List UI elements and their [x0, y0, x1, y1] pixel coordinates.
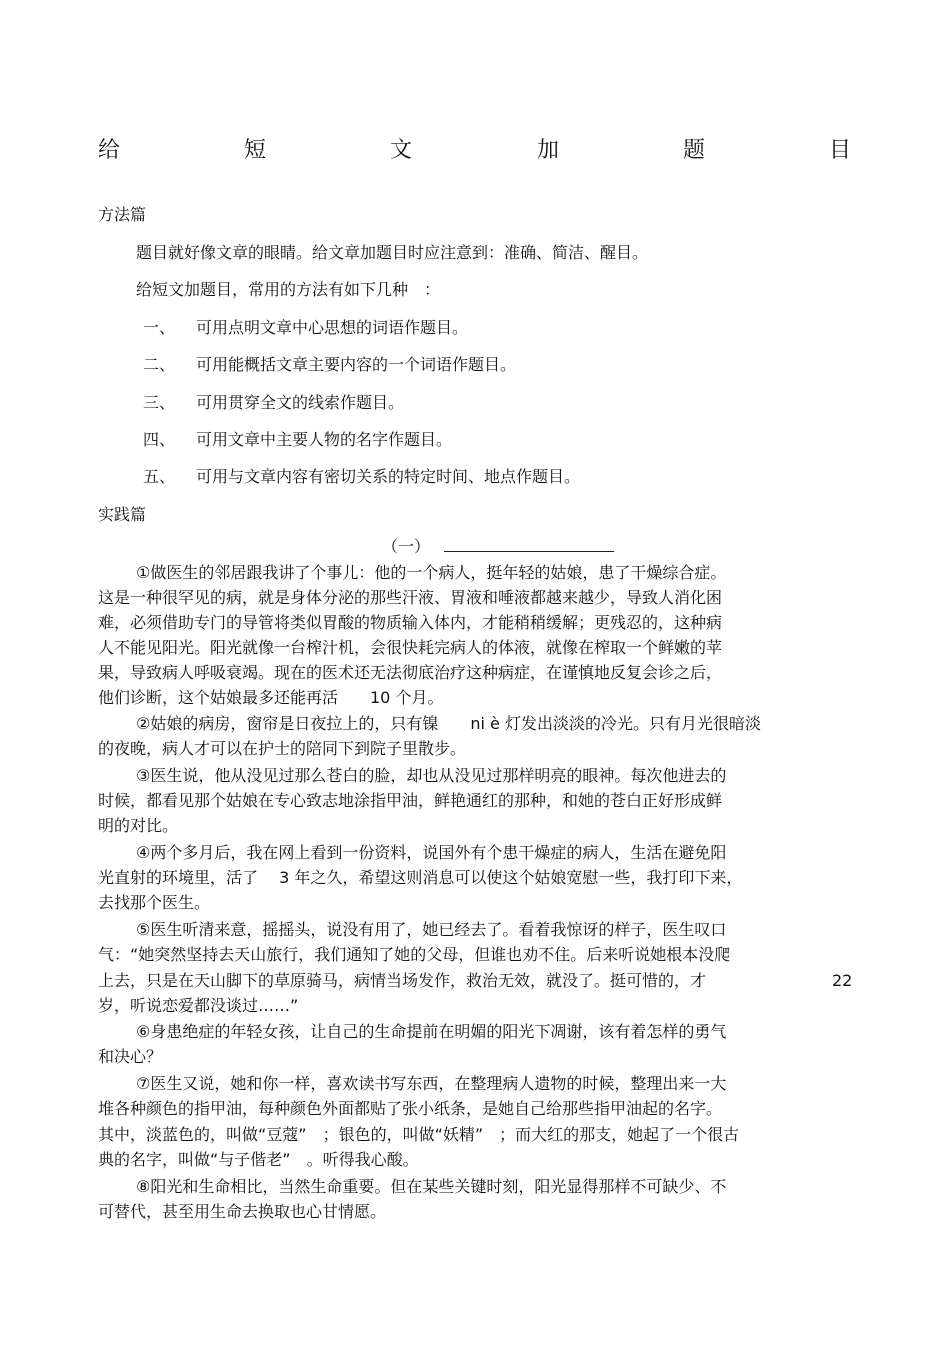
- title-answer-blank[interactable]: [444, 537, 614, 552]
- exercise-label: （一）: [382, 537, 431, 556]
- passage-line: 上去，只是在天山脚下的草原骑马，病情当场发作，救治无效，就没了。挺可惜的，才: [98, 971, 707, 990]
- passage-line: 这是一种很罕见的病，就是身体分泌的那些汗液、胃液和唾液都越来越少，导致人消化困: [98, 588, 723, 607]
- passage-line: ②姑娘的病房，窗帘是日夜拉上的，只有镍 ni è 灯发出淡淡的冷光。只有月光很暗淡: [136, 714, 761, 733]
- passage-line: ④两个多月后，我在网上看到一份资料，说国外有个患干燥症的病人，生活在避免阳: [136, 843, 727, 862]
- age-number: 22: [832, 971, 853, 990]
- passage-line: 去找那个医生。: [98, 893, 211, 912]
- title-char: 加: [537, 138, 560, 163]
- method-text: 可用与文章内容有密切关系的特定时间、地点作题目。: [196, 467, 581, 486]
- passage-line: 人不能见阳光。阳光就像一台榨汁机，会很快耗完病人的体液，就像在榨取一个鲜嫩的苹: [98, 638, 723, 657]
- method-number: 一、: [143, 318, 176, 337]
- method-text: 可用点明文章中心思想的词语作题目。: [196, 318, 469, 337]
- intro-line: 题目就好像文章的眼睛。给文章加题目时应注意到：准确、简洁、醒目。: [136, 243, 649, 262]
- passage-line: 可替代，甚至用生命去换取也心甘情愿。: [98, 1202, 387, 1221]
- method-heading: 方法篇: [98, 205, 147, 224]
- passage-line: ③医生说，他从没见过那么苍白的脸，却也从没见过那样明亮的眼神。每次他进去的: [136, 766, 727, 785]
- method-text: 可用能概括文章主要内容的一个词语作题目。: [196, 355, 517, 374]
- intro-line: 给短文加题目，常用的方法有如下几种 ：: [136, 280, 441, 299]
- method-number: 二、: [143, 355, 176, 374]
- passage-line: ⑧阳光和生命相比，当然生命重要。但在某些关键时刻，阳光显得那样不可缺少、不: [136, 1177, 727, 1196]
- practice-heading: 实践篇: [98, 505, 147, 524]
- title-char: 目: [829, 138, 852, 163]
- passage-line: 堆各种颜色的指甲油，每种颜色外面都贴了张小纸条，是她自己给那些指甲油起的名字。: [98, 1099, 723, 1118]
- passage-line: ⑦医生又说，她和你一样，喜欢读书写东西，在整理病人遗物的时候，整理出来一大: [136, 1074, 727, 1093]
- passage-line: 他们诊断，这个姑娘最多还能再活 10 个月。: [98, 688, 444, 707]
- passage-line: ①做医生的邻居跟我讲了个事儿：他的一个病人，挺年轻的姑娘，患了干燥综合症。: [136, 563, 727, 582]
- passage-line: ⑤医生听清来意，摇摇头，说没有用了，她已经去了。看着我惊讶的样子，医生叹口: [136, 920, 727, 939]
- passage-line: 难，必须借助专门的导管将类似胃酸的物质输入体内，才能稍稍缓解；更残忍的，这种病: [98, 613, 723, 632]
- passage-line: 气：“她突然坚持去天山旅行，我们通知了她的父母，但谁也劝不住。后来听说她根本没爬: [98, 945, 731, 964]
- passage-line: 典的名字，叫做“与子偕老” 。听得我心酸。: [98, 1150, 419, 1169]
- passage-line: 其中，淡蓝色的，叫做“豆蔻” ；银色的，叫做“妖精” ；而大红的那支，她起了一个很古: [98, 1125, 740, 1144]
- passage-line: 光直射的环境里，活了 3 年之久，希望这则消息可以使这个姑娘宽慰一些，我打印下来，: [98, 868, 743, 887]
- passage-line: 明的对比。: [98, 816, 179, 835]
- title-char: 短: [244, 138, 267, 163]
- method-text: 可用贯穿全文的线索作题目。: [196, 393, 405, 412]
- passage-line: 果，导致病人呼吸衰竭。现在的医术还无法彻底治疗这种病症，在谨慎地反复会诊之后，: [98, 663, 723, 682]
- exercise-title-row: [382, 537, 614, 557]
- title-char: 给: [98, 138, 121, 163]
- passage-line: 时候，都看见那个姑娘在专心致志地涂指甲油，鲜艳通红的那种，和她的苍白正好形成鲜: [98, 791, 723, 810]
- passage-line: 的夜晚，病人才可以在护士的陪同下到院子里散步。: [98, 739, 467, 758]
- title-char: 文: [390, 138, 413, 163]
- method-number: 五、: [143, 467, 176, 486]
- method-number: 四、: [143, 430, 176, 449]
- title-char: 题: [683, 138, 706, 163]
- passage-line: ⑥身患绝症的年轻女孩，让自己的生命提前在明媚的阳光下凋谢，该有着怎样的勇气: [136, 1022, 727, 1041]
- method-number: 三、: [143, 393, 176, 412]
- passage-line: 和决心？: [98, 1047, 163, 1066]
- passage-line: 岁，听说恋爱都没谈过……”: [98, 996, 299, 1015]
- method-text: 可用文章中主要人物的名字作题目。: [196, 430, 453, 449]
